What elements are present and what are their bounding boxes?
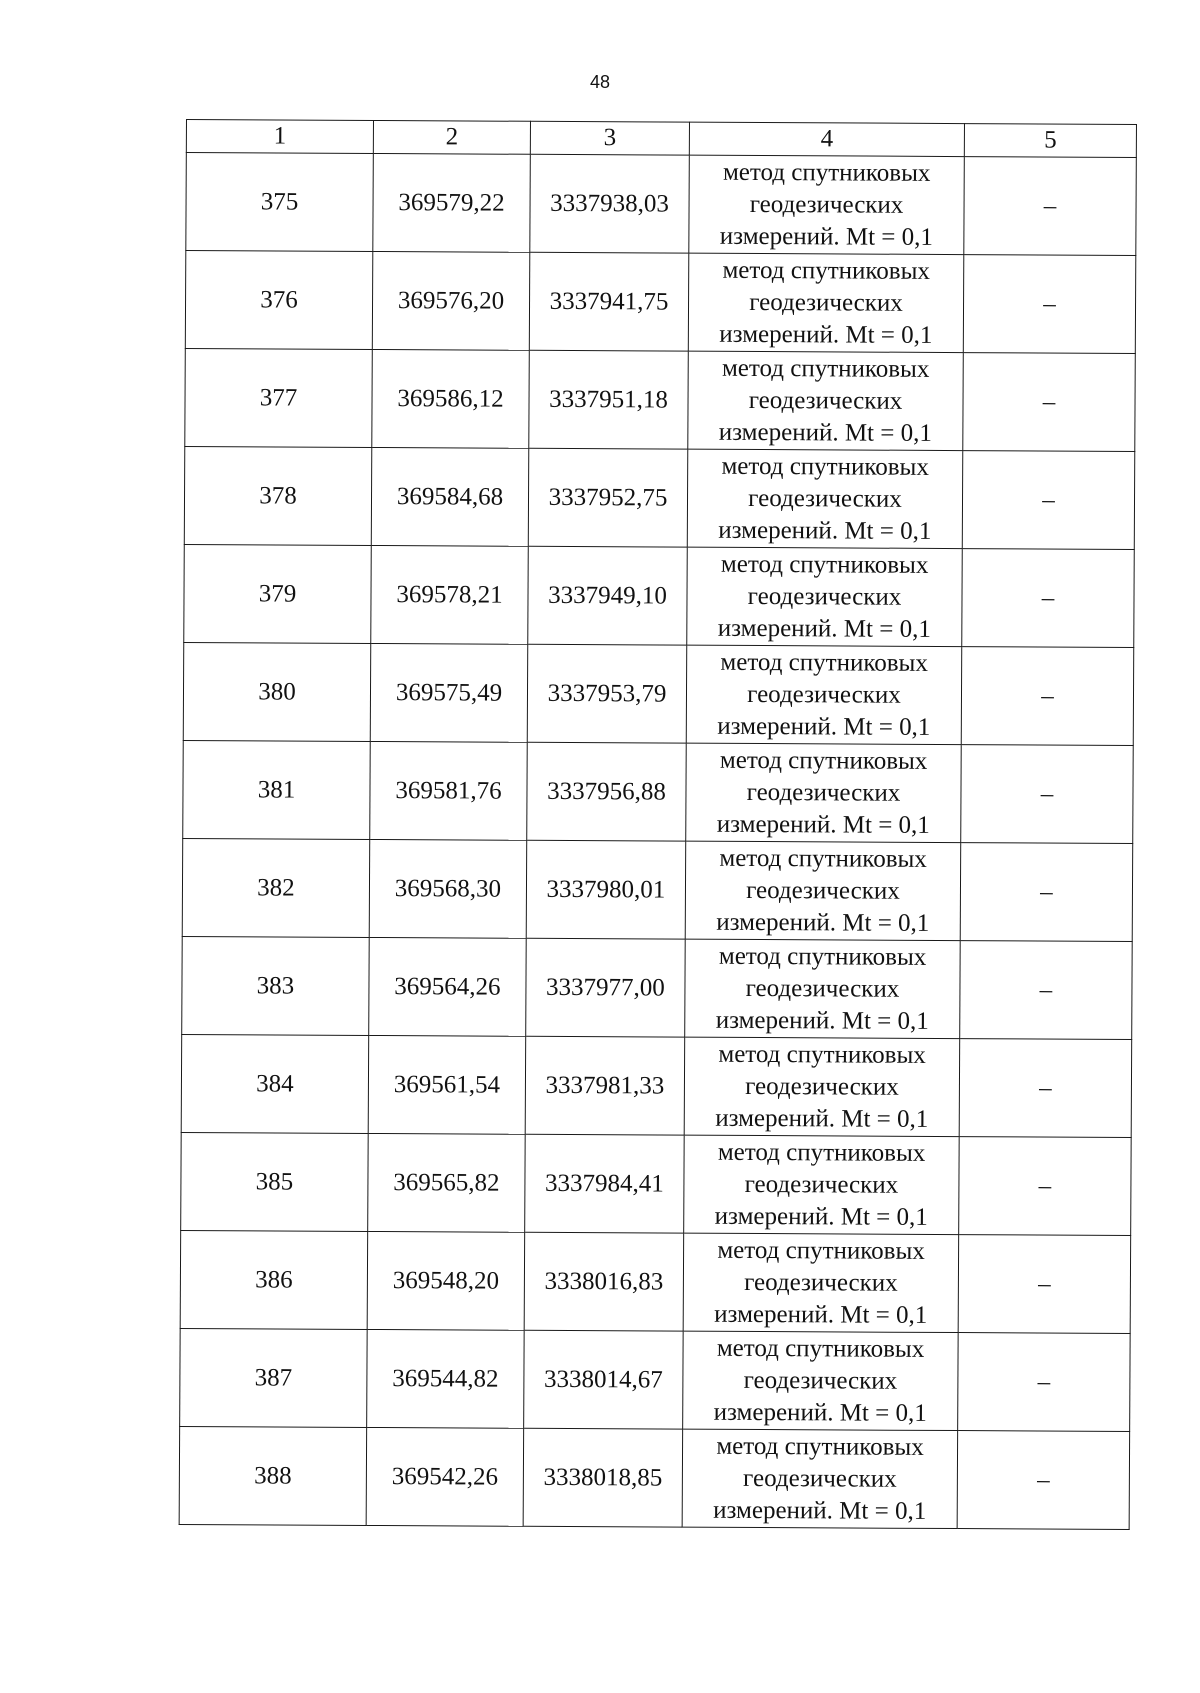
point-number-cell: 381 <box>183 740 371 839</box>
y-coordinate-cell: 3337984,41 <box>525 1134 685 1233</box>
note-cell: – <box>962 549 1135 648</box>
method-cell <box>688 351 964 450</box>
method-line: метод спутниковых <box>716 1432 924 1461</box>
method-line: геодезических <box>746 876 900 905</box>
y-coordinate-cell: 3338016,83 <box>524 1232 684 1331</box>
method-line: геодезических <box>744 1170 899 1199</box>
method-line: геодезических <box>743 1464 897 1493</box>
method-line: метод спутниковых <box>722 256 930 285</box>
method-line: метод спутниковых <box>720 648 928 677</box>
y-coordinate-cell: 3337977,00 <box>526 938 686 1037</box>
table-row <box>184 446 1135 549</box>
method-line: геодезических <box>745 1072 899 1101</box>
table-row <box>182 936 1133 1039</box>
method-line: геодезических <box>749 190 904 219</box>
method-line: измерений. Mt = 0,1 <box>716 908 930 937</box>
method-cell <box>687 547 963 646</box>
method-cell <box>683 1331 959 1430</box>
x-coordinate-cell: 369565,82 <box>368 1133 526 1232</box>
note-cell: – <box>960 843 1133 942</box>
note-cell: – <box>963 255 1136 354</box>
method-line: геодезических <box>746 778 901 807</box>
method-line: геодезических <box>749 288 903 317</box>
table-row <box>181 1132 1132 1235</box>
note-cell: – <box>961 647 1134 746</box>
x-coordinate-cell: 369576,20 <box>372 251 530 350</box>
method-line: метод спутниковых <box>718 1040 926 1069</box>
point-number-cell: 379 <box>184 544 372 643</box>
method-line: измерений. Mt = 0,1 <box>718 516 932 545</box>
y-coordinate-cell: 3337956,88 <box>527 742 687 841</box>
table-row <box>184 544 1135 647</box>
method-line: измерений. Mt = 0,1 <box>719 222 933 251</box>
table-row <box>185 348 1136 451</box>
method-line: измерений. Mt = 0,1 <box>714 1300 928 1329</box>
point-number-cell: 382 <box>182 838 370 937</box>
note-cell: – <box>960 941 1133 1040</box>
method-line: геодезических <box>743 1366 898 1395</box>
point-number-cell: 388 <box>179 1426 367 1525</box>
method-cell <box>682 1429 958 1528</box>
note-cell: – <box>959 1137 1132 1236</box>
x-coordinate-cell: 369579,22 <box>373 153 531 252</box>
point-number-cell: 376 <box>185 251 373 350</box>
point-number-cell: 383 <box>182 936 370 1035</box>
method-line: геодезических <box>748 386 903 415</box>
method-line: геодезических <box>747 680 901 709</box>
header-col-2: 2 <box>373 120 530 154</box>
method-line: геодезических <box>747 582 902 611</box>
method-line: метод спутниковых <box>721 452 929 481</box>
method-line: измерений. Mt = 0,1 <box>713 1398 927 1427</box>
x-coordinate-cell: 369575,49 <box>370 643 528 742</box>
y-coordinate-cell: 3337981,33 <box>525 1036 685 1135</box>
point-number-cell: 387 <box>180 1328 368 1427</box>
method-line: измерений. Mt = 0,1 <box>714 1202 928 1231</box>
method-cell <box>688 253 964 352</box>
note-cell: – <box>962 451 1135 550</box>
x-coordinate-cell: 369548,20 <box>367 1231 525 1330</box>
method-line: метод спутниковых <box>718 942 927 971</box>
table-row <box>180 1230 1131 1333</box>
point-number-cell: 384 <box>181 1034 369 1133</box>
x-coordinate-cell: 369542,26 <box>366 1427 524 1526</box>
y-coordinate-cell: 3337952,75 <box>528 448 688 547</box>
note-cell: – <box>963 353 1136 452</box>
point-number-cell: 380 <box>183 642 371 741</box>
method-cell <box>686 743 962 842</box>
header-row <box>186 120 1136 158</box>
method-cell <box>684 1135 960 1234</box>
coordinates-table <box>179 119 1137 1530</box>
method-cell <box>686 645 962 744</box>
method-line: измерений. Mt = 0,1 <box>715 1104 929 1133</box>
method-line: метод спутниковых <box>721 354 930 383</box>
point-number-cell: 377 <box>185 348 373 447</box>
point-number-cell: 375 <box>186 153 374 252</box>
table-body <box>179 153 1136 1530</box>
method-line: измерений. Mt = 0,1 <box>715 1006 929 1035</box>
note-cell: – <box>961 745 1134 844</box>
method-line: измерений. Mt = 0,1 <box>718 418 932 447</box>
note-cell: – <box>959 1039 1132 1138</box>
table-row <box>181 1034 1132 1137</box>
method-line: геодезических <box>748 484 902 513</box>
note-cell: – <box>958 1333 1131 1432</box>
method-line: измерений. Mt = 0,1 <box>717 614 931 643</box>
table-header <box>186 120 1136 158</box>
x-coordinate-cell: 369544,82 <box>367 1329 525 1428</box>
method-line: метод спутниковых <box>717 1138 926 1167</box>
table-row <box>185 251 1136 354</box>
table-row <box>183 642 1134 745</box>
table-row <box>182 838 1133 941</box>
method-cell <box>685 841 961 940</box>
header-col-5: 5 <box>964 124 1136 158</box>
method-line: геодезических <box>744 1268 898 1297</box>
y-coordinate-cell: 3338014,67 <box>524 1330 684 1429</box>
header-col-4: 4 <box>689 122 964 156</box>
y-coordinate-cell: 3337951,18 <box>529 350 689 449</box>
table-row <box>186 153 1137 256</box>
x-coordinate-cell: 369586,12 <box>372 349 530 448</box>
method-cell <box>687 449 963 548</box>
x-coordinate-cell: 369568,30 <box>369 839 527 938</box>
y-coordinate-cell: 3338018,85 <box>523 1428 683 1527</box>
note-cell: – <box>957 1431 1130 1530</box>
method-line: геодезических <box>745 974 900 1003</box>
method-line: метод спутниковых <box>722 158 931 187</box>
method-cell <box>684 1037 960 1136</box>
method-line: метод спутниковых <box>719 844 927 873</box>
method-line: измерений. Mt = 0,1 <box>713 1496 927 1525</box>
x-coordinate-cell: 369561,54 <box>368 1035 526 1134</box>
method-cell <box>689 155 965 254</box>
y-coordinate-cell: 3337941,75 <box>529 252 689 351</box>
point-number-cell: 386 <box>180 1230 368 1329</box>
note-cell: – <box>958 1235 1131 1334</box>
x-coordinate-cell: 369578,21 <box>371 545 529 644</box>
method-line: измерений. Mt = 0,1 <box>719 320 933 349</box>
header-col-3: 3 <box>530 121 689 155</box>
method-cell <box>685 939 961 1038</box>
y-coordinate-cell: 3337953,79 <box>527 644 687 743</box>
y-coordinate-cell: 3337980,01 <box>526 840 686 939</box>
page-number: 48 <box>589 72 611 92</box>
method-line: измерений. Mt = 0,1 <box>716 810 930 839</box>
method-line: метод спутниковых <box>719 746 928 775</box>
method-line: метод спутниковых <box>716 1334 925 1363</box>
table-row <box>180 1328 1131 1431</box>
header-col-1: 1 <box>186 120 373 154</box>
method-cell <box>683 1233 959 1332</box>
x-coordinate-cell: 369584,68 <box>371 447 529 546</box>
point-number-cell: 378 <box>184 446 372 545</box>
method-line: метод спутниковых <box>720 550 929 579</box>
method-line: метод спутниковых <box>717 1236 925 1265</box>
table-row <box>183 740 1134 843</box>
table-row <box>179 1426 1130 1529</box>
x-coordinate-cell: 369564,26 <box>369 937 527 1036</box>
y-coordinate-cell: 3337938,03 <box>530 154 690 253</box>
note-cell: – <box>964 157 1137 256</box>
point-number-cell: 385 <box>181 1132 369 1231</box>
method-line: измерений. Mt = 0,1 <box>717 712 931 741</box>
x-coordinate-cell: 369581,76 <box>370 741 528 840</box>
y-coordinate-cell: 3337949,10 <box>528 546 688 645</box>
